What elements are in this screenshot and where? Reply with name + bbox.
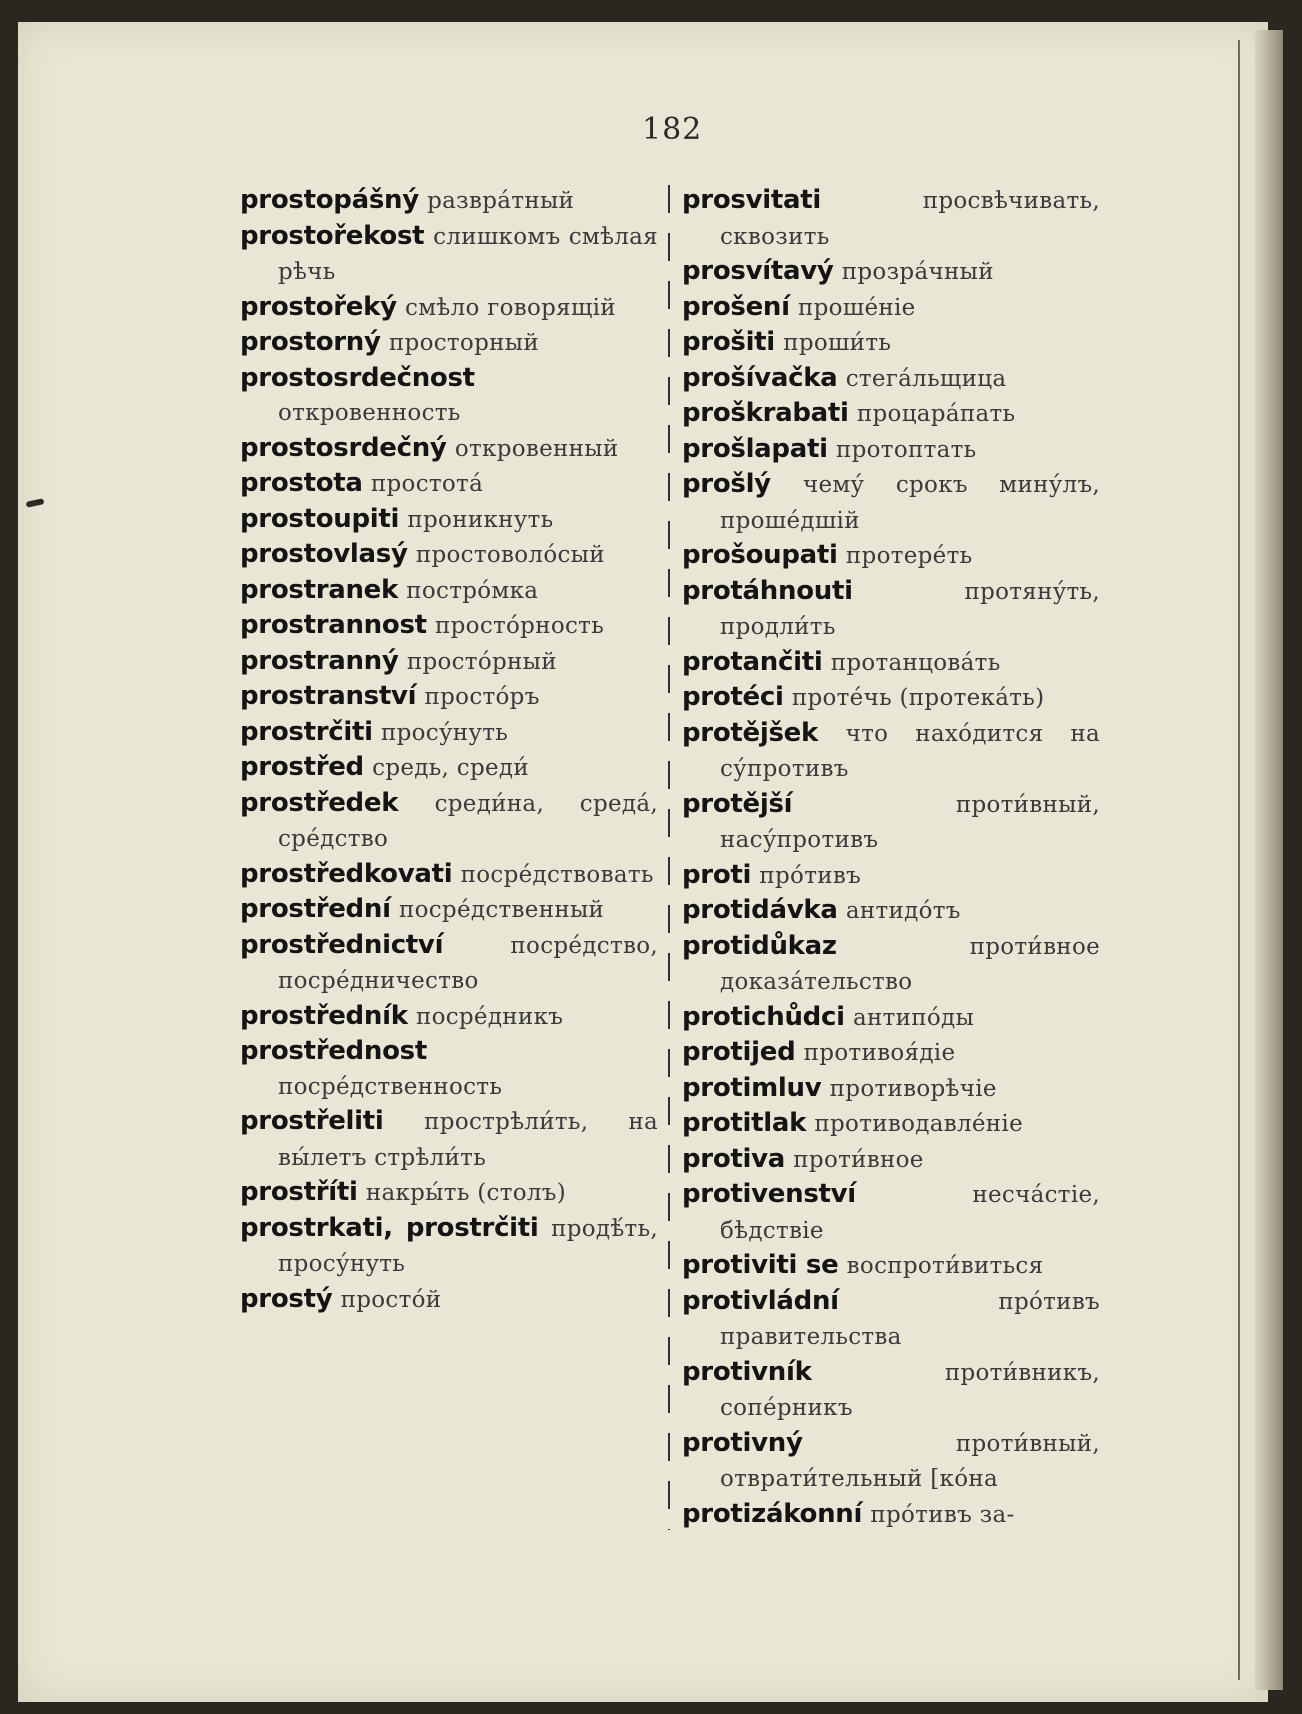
dictionary-entry	[240, 608, 658, 644]
entry-headword: protidůkaz	[682, 930, 837, 961]
entry-headword: protančiti	[682, 646, 823, 677]
dictionary-entry	[240, 219, 658, 290]
entry-translation: среди́на, среда́, сре́дство	[278, 790, 658, 852]
entry-headword: prostřednost	[240, 1036, 427, 1066]
dictionary-entry	[682, 1035, 1100, 1071]
dictionary-entry	[682, 858, 1100, 894]
dictionary-entry	[682, 787, 1100, 858]
dictionary-entry	[682, 396, 1100, 432]
dictionary-entry	[240, 431, 658, 467]
entry-translation: процара́пать	[856, 401, 1016, 427]
entry-headword: protidávka	[682, 895, 838, 925]
entry-headword: prosvitati	[682, 185, 821, 215]
entry-translation: прозра́чный	[841, 259, 994, 285]
entry-headword: prosvítavý	[682, 256, 834, 286]
dictionary-entry	[240, 573, 658, 609]
entry-translation: откровенность	[278, 400, 461, 426]
dictionary-entry	[240, 325, 658, 361]
page-number: 182	[642, 112, 703, 147]
entry-headword: prostosrdečnost	[240, 362, 475, 393]
entry-headword: prostředník	[240, 1000, 408, 1031]
entry-translation: протанцова́ть	[830, 649, 1001, 676]
entry-translation: просто́рный	[406, 648, 557, 675]
entry-headword: prostřeliti	[240, 1106, 384, 1136]
entry-translation: проши́ть	[783, 330, 892, 356]
dictionary-entry	[682, 1177, 1100, 1248]
dictionary-entry	[682, 1106, 1100, 1142]
entry-translation: просу́нуть	[380, 719, 509, 746]
dictionary-entry	[682, 1071, 1100, 1107]
dictionary-entry	[240, 679, 658, 715]
entry-headword: protiva	[682, 1143, 786, 1174]
entry-translation: антидо́тъ	[845, 898, 961, 924]
dictionary-entry	[240, 892, 658, 928]
entry-headword: prostřední	[240, 894, 391, 924]
entry-translation: проти́вное доказа́тельство	[720, 933, 1100, 995]
entry-headword: prostříti	[240, 1177, 358, 1207]
entry-translation: про́тивъ за-	[870, 1501, 1015, 1528]
entry-headword: protivník	[682, 1356, 812, 1387]
entry-translation: что нахо́дится на су́противъ	[720, 720, 1100, 782]
entry-translation: средь, среди́	[372, 755, 529, 781]
dictionary-entry	[682, 361, 1100, 397]
entry-headword: prostota	[240, 468, 363, 498]
entry-headword: prostořekost	[240, 220, 425, 251]
dictionary-entry	[240, 1282, 658, 1318]
entry-headword: protizákonní	[682, 1498, 863, 1529]
entry-headword: protichůdci	[682, 1001, 845, 1032]
dictionary-entry	[240, 183, 658, 219]
entry-headword: prostřed	[240, 752, 364, 782]
entry-headword: protiviti se	[682, 1250, 839, 1280]
entry-translation: проти́вный, отврати́тельный [ко́на	[720, 1430, 1100, 1492]
entry-headword: proti	[682, 859, 752, 890]
column-divider	[668, 185, 670, 1530]
dictionary-entry	[240, 1034, 658, 1104]
entry-headword: prošení	[682, 291, 790, 322]
entry-headword: protivládní	[682, 1285, 839, 1316]
entry-headword: prostranek	[240, 574, 399, 605]
entry-headword: prostořeký	[240, 291, 397, 322]
entry-translation: про́тивъ	[759, 862, 862, 889]
dictionary-entry	[240, 290, 658, 326]
dictionary-entry	[682, 1355, 1100, 1426]
entry-translation: накры́ть (столъ)	[365, 1180, 566, 1206]
entry-headword: protější	[682, 788, 793, 819]
entry-headword: prostřednictví	[240, 929, 444, 960]
dictionary-entry	[682, 467, 1100, 538]
dictionary-entry	[682, 1248, 1100, 1284]
dictionary-entry	[682, 680, 1100, 716]
entry-headword: protáhnouti	[682, 575, 853, 606]
entry-translation: простоволо́сый	[415, 542, 605, 568]
entry-headword: prošlapati	[682, 433, 828, 464]
dictionary-entry	[240, 1211, 658, 1282]
dictionary-entry	[240, 537, 658, 573]
dictionary-entry	[240, 857, 658, 893]
entry-translation: проше́ніе	[798, 294, 916, 321]
entry-headword: prostrčiti	[240, 716, 373, 747]
entry-translation: просторный	[388, 330, 539, 356]
entry-translation: посре́дство, посре́дничество	[278, 932, 658, 994]
entry-translation: смѣло говорящій	[405, 294, 616, 321]
entry-translation: развра́тный	[427, 188, 575, 214]
dictionary-entry	[682, 254, 1100, 290]
entry-translation: проте́чь (протека́ть)	[791, 685, 1045, 711]
entry-translation: протере́ть	[845, 543, 973, 569]
entry-headword: protějšek	[682, 717, 818, 748]
entry-headword: prošívačka	[682, 362, 838, 393]
entry-translation: противоя́діе	[803, 1040, 956, 1066]
entry-headword: prostosrdečný	[240, 432, 447, 463]
entry-headword: proškrabati	[682, 398, 849, 428]
entry-translation: антипо́ды	[852, 1004, 975, 1031]
dictionary-entry	[240, 928, 658, 999]
entry-headword: prostředek	[240, 787, 399, 818]
entry-translation: откровенный	[454, 435, 619, 462]
entry-translation: проти́вникъ, сопе́рникъ	[720, 1359, 1100, 1421]
entry-translation: протяну́ть, продли́ть	[720, 578, 1100, 640]
entry-headword: prostovlasý	[240, 539, 408, 569]
entry-translation: просто́й	[340, 1286, 442, 1313]
entry-translation: посре́дникъ	[415, 1003, 564, 1030]
dictionary-entry	[682, 1426, 1100, 1497]
entry-translation: противорѣчіе	[829, 1075, 997, 1102]
entry-headword: prošoupati	[682, 540, 838, 570]
book-page-edges	[1255, 30, 1283, 1690]
entry-translation: посре́дственный	[398, 897, 605, 923]
entry-headword: protijed	[682, 1037, 796, 1067]
entry-translation: постро́мка	[406, 577, 539, 604]
dictionary-entry	[240, 715, 658, 751]
entry-translation: воспроти́виться	[846, 1253, 1044, 1279]
dictionary-entry	[240, 644, 658, 680]
right-column	[682, 183, 1100, 1532]
entry-translation: простота́	[370, 471, 484, 497]
entry-translation: чему́ срокъ мину́лъ, проше́дшій	[720, 472, 1100, 534]
dictionary-entry	[682, 432, 1100, 468]
entry-headword: prostředkovati	[240, 858, 453, 889]
entry-translation: слишкомъ смѣлая рѣчь	[278, 223, 658, 285]
dictionary-entry	[240, 361, 658, 431]
dictionary-entry	[240, 1104, 658, 1175]
dictionary-entry	[682, 1142, 1100, 1178]
entry-translation: проти́вное	[793, 1146, 924, 1173]
entry-translation: просвѣчивать, сквозить	[720, 188, 1100, 250]
entry-headword: prostopášný	[240, 185, 419, 215]
entry-headword: protéci	[682, 682, 784, 712]
entry-headword: prostorný	[240, 327, 381, 357]
entry-headword: prostranství	[240, 681, 417, 711]
dictionary-entry	[682, 290, 1100, 326]
entry-headword: protimluv	[682, 1072, 822, 1103]
dictionary-entry	[682, 574, 1100, 645]
entry-translation: просто́рность	[435, 613, 605, 639]
dictionary-entry	[682, 716, 1100, 787]
dictionary-entry	[682, 645, 1100, 681]
entry-headword: protitlak	[682, 1108, 807, 1138]
entry-translation: просто́ръ	[424, 684, 540, 710]
dictionary-entry	[240, 999, 658, 1035]
entry-translation: протоптать	[836, 436, 977, 463]
dictionary-entry	[682, 1497, 1100, 1533]
dictionary-entry	[682, 325, 1100, 361]
dictionary-entry	[682, 1284, 1100, 1355]
entry-translation: продѣ́ть, просу́нуть	[278, 1215, 658, 1277]
page-edge-line	[1238, 40, 1240, 1680]
entry-translation: проти́вный, насу́противъ	[720, 791, 1100, 853]
entry-translation: прострѣли́ть, на вы́летъ стрѣли́ть	[278, 1109, 658, 1171]
entry-headword: prošlý	[682, 469, 771, 499]
entry-headword: prostranný	[240, 645, 399, 676]
entry-headword: protivenství	[682, 1179, 856, 1209]
dictionary-entry	[682, 1000, 1100, 1036]
entry-headword: prostrkati, prostrčiti	[240, 1212, 539, 1243]
dictionary-entry	[240, 786, 658, 857]
dictionary-entry	[682, 538, 1100, 574]
entry-translation: несча́стіе, бѣдствіе	[720, 1182, 1100, 1244]
entry-headword: prostý	[240, 1283, 333, 1314]
dictionary-entry	[240, 502, 658, 538]
entry-translation: посре́дственность	[278, 1073, 503, 1100]
entry-headword: prošiti	[682, 327, 775, 357]
entry-translation: проникнуть	[407, 506, 554, 533]
entry-translation: про́тивъ правительства	[720, 1288, 1100, 1350]
entry-headword: prostrannost	[240, 610, 427, 640]
left-column	[240, 183, 658, 1317]
dictionary-entry	[682, 929, 1100, 1000]
entry-headword: prostoupiti	[240, 503, 400, 534]
dictionary-entry	[240, 1175, 658, 1211]
entry-headword: protivný	[682, 1427, 803, 1458]
dictionary-entry	[682, 893, 1100, 929]
dictionary-entry	[240, 750, 658, 786]
entry-translation: противодавле́ніе	[814, 1111, 1023, 1137]
entry-translation: посре́дствовать	[460, 861, 654, 888]
dictionary-entry	[682, 183, 1100, 254]
entry-translation: стега́льщица	[845, 365, 1007, 392]
dictionary-entry	[240, 466, 658, 502]
